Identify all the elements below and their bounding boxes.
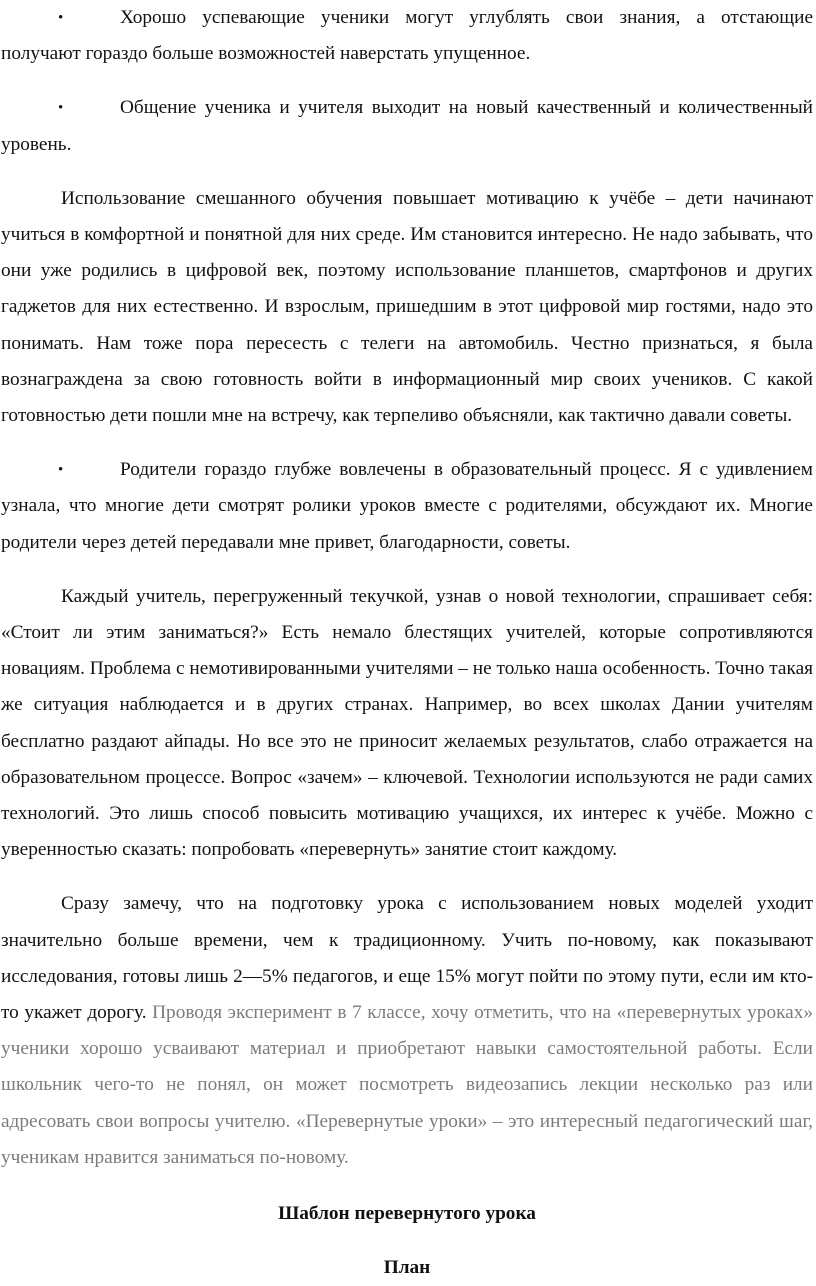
paragraph-teachers: Каждый учитель, перегруженный текучкой, узнав о новой технологии, спрашивает себя: «Стоит ли этим заниматься?» Есть немало блестящих учителей, которые сопротивляются новациям. Проблема с немотивированными учителями – не только наша особенность. Точно такая же ситуация наблюдается и в других странах. Например, во всех школах Дании учителям бесплатно раздают айпады. Но все это не приносит желаемых результатов, слабо отражается на образовательном процессе. Вопрос «зачем» – ключевой. Технологии используются не ради самих технологий. Это лишь способ повысить мотивацию учащихся, их интерес к учёбе. Можно с уверенностью сказать: попробовать «перевернуть» занятие стоит каждому. (1, 585, 813, 861)
paragraph-preparation-gray: Проводя эксперимент в 7 классе, хочу отметить, что на «перевернутых уроках» ученики хорошо усваивают материал и приобретают навыки самостоятельной работы. Если школьник чего-то не понял, он может посмотреть видеозапись лекции несколько раз или адресовать свои вопросы учителю. «Перевернутые уроки» – это интересный педагогический шаг, ученикам нравится заниматься по-новому. (1, 1002, 814, 1168)
paragraph-motivation: Использование смешанного обучения повышает мотивацию к учёбе – дети начинают учиться в комфортной и понятной для них среде. Им становится интересно. Не надо забывать, что они уже родились в цифровой век, поэтому использование планшетов, смартфонов и других гаджетов для них естественно. И взрослым, пришедшим в этот цифровой мир гостями, надо это понимать. Нам тоже пора пересесть с телеги на автомобиль. Честно признаться, я была вознаграждена за свою готовность войти в информационный мир своих учеников. С какой готовностью дети пошли мне на встречу, как терпеливо объясняли, как тактично давали советы. (1, 187, 813, 427)
section-heading-template: Шаблон перевернутого урока (278, 1203, 536, 1225)
paragraph-preparation-main: Сразу замечу, что на подготовку урока с использованием новых моделей уходит значительно больше времени, чем к традиционному. Учить по-новому, как показывают исследования, готовы лишь 2—5% педагогов, и еще 15% могут пойти по этому пути, если им кто-то укажет дорогу. (1, 893, 813, 1024)
bullet-item-3 (1, 452, 813, 561)
bullet-3-continuation: узнала, что многие дети смотрят ролики уроков вместе с родителями, обсуждают их. Многие родители через детей передавали мне привет, благодарности, советы. (1, 495, 813, 553)
bullet-icon: • (58, 100, 64, 117)
bullet-2-first-line: Общение ученика и учителя выходит на новый качественный и количественный (120, 97, 813, 119)
bullet-3-first-line: Родители гораздо глубже вовлечены в образовательный процесс. Я с удивлением (120, 459, 813, 481)
bullet-icon: • (58, 10, 64, 26)
bullet-2-continuation: уровень. (1, 133, 72, 155)
bullet-1-continuation: получают гораздо больше возможностей наверстать упущенное. (1, 43, 531, 65)
bullet-item-2 (1, 90, 813, 162)
bullet-icon: • (58, 462, 64, 479)
paragraph-preparation (1, 886, 813, 1176)
section-heading-plan: План (383, 1257, 431, 1279)
bullet-1-first-line: Хорошо успевающие ученики могут углублять свои знания, а отстающие (120, 7, 813, 28)
bullet-item-1 (1, 0, 813, 72)
